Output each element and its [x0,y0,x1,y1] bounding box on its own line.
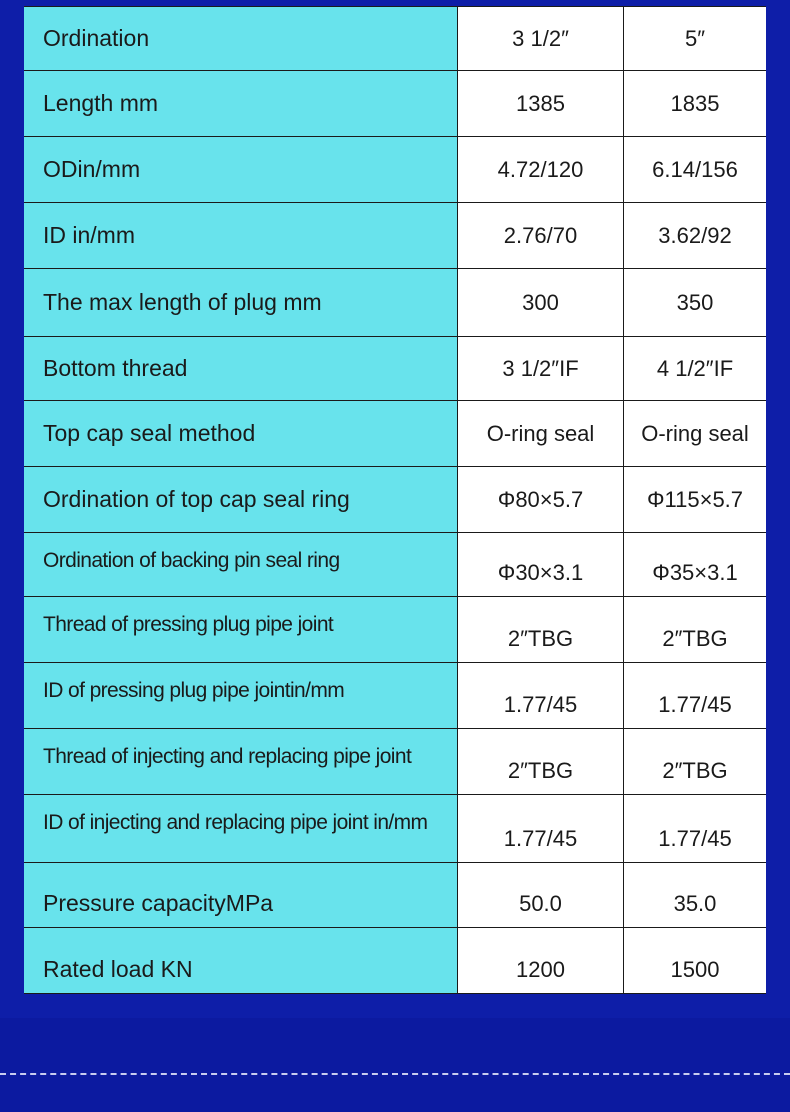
row-value-1: 1.77/45 [458,795,624,862]
row-value-1: Φ30×3.1 [458,533,624,596]
row-label: Ordination of top cap seal ring [24,467,458,532]
row-value-2: 6.14/156 [624,137,766,202]
table-row [24,729,766,795]
row-label: Top cap seal method [24,401,458,466]
row-label: Bottom thread [24,337,458,400]
row-value-2: 4 1/2″IF [624,337,766,400]
row-value-2: 1.77/45 [624,663,766,728]
row-value-1: 2″TBG [458,597,624,662]
row-value-2: Φ35×3.1 [624,533,766,596]
row-label: Length mm [24,71,458,136]
table-row [24,663,766,729]
row-value-2: 5″ [624,7,766,70]
table-row [24,928,766,994]
row-value-1: 50.0 [458,863,624,927]
row-value-2: 2″TBG [624,729,766,794]
table-row [24,337,766,401]
row-value-2: 1.77/45 [624,795,766,862]
table-row [24,467,766,533]
row-value-1: 2″TBG [458,729,624,794]
table-row [24,863,766,928]
table-row [24,401,766,467]
table-row [24,7,766,71]
table-row [24,795,766,863]
row-value-2: 2″TBG [624,597,766,662]
row-label: Thread of injecting and replacing pipe joint [24,729,458,794]
row-label: Ordination [24,7,458,70]
row-label: Rated load KN [24,928,458,993]
row-value-2: 350 [624,269,766,336]
table-row [24,203,766,269]
row-value-1: 3 1/2″IF [458,337,624,400]
row-value-2: O-ring seal [624,401,766,466]
row-label: ODin/mm [24,137,458,202]
row-value-1: 1385 [458,71,624,136]
row-label: ID of pressing plug pipe jointin/mm [24,663,458,728]
table-row [24,533,766,597]
row-value-1: 300 [458,269,624,336]
row-value-2: 1500 [624,928,766,993]
row-label: Pressure capacityMPa [24,863,458,927]
table-row [24,269,766,337]
row-value-2: 3.62/92 [624,203,766,268]
row-label: Thread of pressing plug pipe joint [24,597,458,662]
row-value-1: 1200 [458,928,624,993]
row-value-1: 4.72/120 [458,137,624,202]
row-label: ID in/mm [24,203,458,268]
row-value-2: 1835 [624,71,766,136]
table-row [24,137,766,203]
row-label: The max length of plug mm [24,269,458,336]
table-row [24,597,766,663]
row-label: Ordination of backing pin seal ring [24,533,458,596]
row-value-1: 3 1/2″ [458,7,624,70]
row-label: ID of injecting and replacing pipe joint in/mm [24,795,458,862]
row-value-1: 1.77/45 [458,663,624,728]
table-row [24,71,766,137]
row-value-1: Φ80×5.7 [458,467,624,532]
row-value-2: Φ115×5.7 [624,467,766,532]
row-value-2: 35.0 [624,863,766,927]
row-value-1: O-ring seal [458,401,624,466]
spec-table [24,6,766,994]
row-value-1: 2.76/70 [458,203,624,268]
dashed-divider [0,1073,790,1075]
